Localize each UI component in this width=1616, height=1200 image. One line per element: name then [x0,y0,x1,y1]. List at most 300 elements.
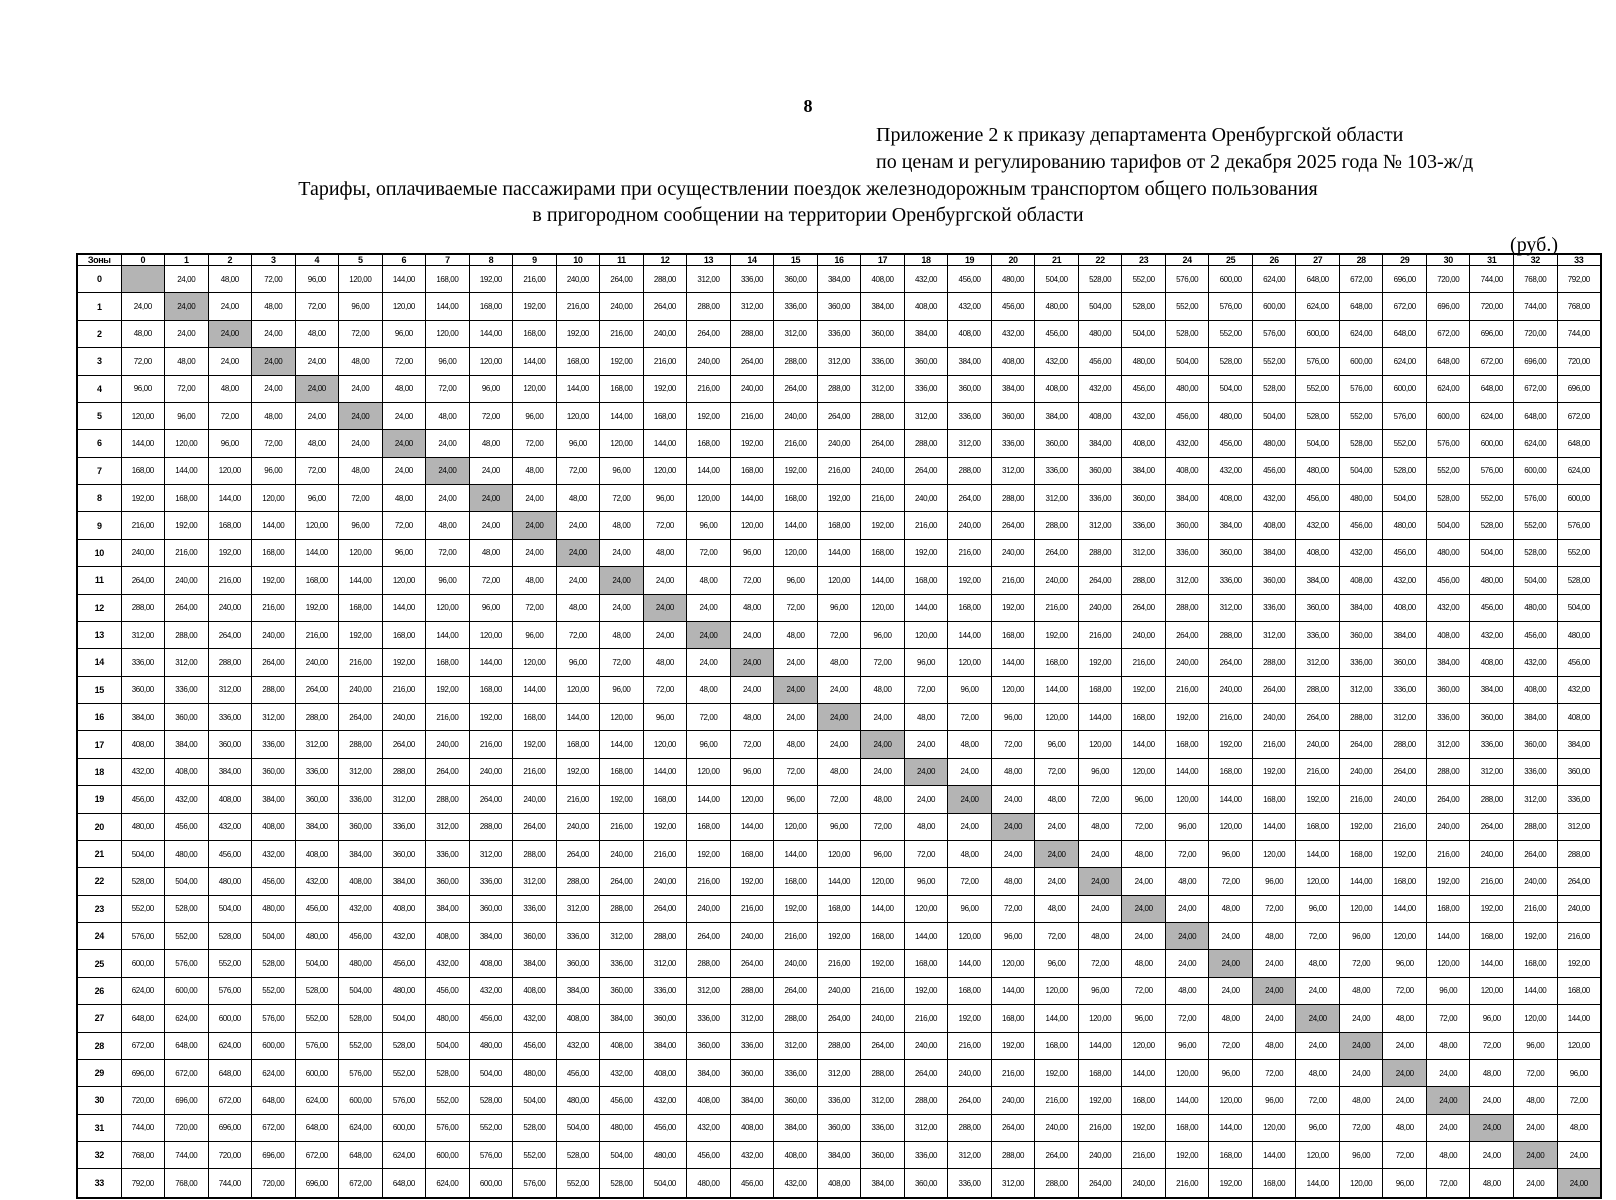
tariff-cell: 24,00 [643,567,687,594]
tariff-cell: 24,00 [469,512,513,539]
tariff-cell: 312,00 [948,1142,992,1169]
tariff-cell: 264,00 [1165,621,1209,648]
tariff-cell: 408,00 [1035,375,1079,402]
tariff-cell: 312,00 [817,1059,861,1086]
tariff-cell: 120,00 [774,539,818,566]
tariff-cell: 240,00 [1209,676,1253,703]
tariff-cell: 456,00 [252,868,296,895]
tariff-cell: 96,00 [1035,950,1079,977]
tariff-cell: 48,00 [948,840,992,867]
tariff-cell: 384,00 [252,786,296,813]
tariff-cell: 72,00 [1383,977,1427,1004]
tariff-cell: 312,00 [1383,704,1427,731]
tariff-cell: 24,00 [904,786,948,813]
tariff-cell: 72,00 [1078,950,1122,977]
tariff-cell: 720,00 [1426,266,1470,293]
tariff-cell: 168,00 [1122,704,1166,731]
tariff-cell: 768,00 [165,1169,209,1198]
tariff-cell: 144,00 [382,266,426,293]
tariff-cell: 288,00 [948,457,992,484]
tariff-cell: 120,00 [426,594,470,621]
tariff-cell: 168,00 [426,266,470,293]
zone-column-header: 0 [121,254,165,266]
tariff-cell: 168,00 [513,320,557,347]
tariff-cell: 240,00 [948,512,992,539]
title-line: Тарифы, оплачиваемые пассажирами при осуществлении поездок железнодорожным транспортом общего пользования [298,178,1318,200]
tariff-cell: 336,00 [295,758,339,785]
tariff-cell: 528,00 [382,1032,426,1059]
tariff-cell: 624,00 [1296,293,1340,320]
tariff-cell: 408,00 [600,1032,644,1059]
tariff-cell: 96,00 [1209,1059,1253,1086]
tariff-cell: 360,00 [1165,512,1209,539]
tariff-cell: 456,00 [730,1169,774,1198]
tariff-cell: 216,00 [948,539,992,566]
tariff-cell: 456,00 [1165,402,1209,429]
tariff-cell: 456,00 [687,1142,731,1169]
zone-row-header: 5 [77,402,121,429]
table-row [77,813,1601,840]
tariff-cell: 504,00 [165,868,209,895]
tariff-cell: 24,00 [687,594,731,621]
tariff-cell: 144,00 [1078,704,1122,731]
tariff-cell: 24,00 [643,621,687,648]
tariff-cell: 288,00 [469,813,513,840]
tariff-cell: 432,00 [600,1059,644,1086]
tariff-cell: 624,00 [121,977,165,1004]
tariff-cell: 192,00 [1426,868,1470,895]
tariff-cell: 384,00 [1035,402,1079,429]
tariff-cell: 120,00 [861,868,905,895]
tariff-cell: 120,00 [295,512,339,539]
table-row [77,320,1601,347]
tariff-cell: 696,00 [1383,266,1427,293]
tariff-cell: 480,00 [600,1114,644,1141]
tariff-cell: 144,00 [469,320,513,347]
tariff-cell: 288,00 [687,293,731,320]
tariff-cell: 120,00 [904,621,948,648]
tariff-cell: 336,00 [600,950,644,977]
tariff-cell: 552,00 [1165,293,1209,320]
tariff-cell: 48,00 [991,758,1035,785]
tariff-cell: 408,00 [861,266,905,293]
tariff-cell: 96,00 [991,704,1035,731]
tariff-cell: 504,00 [1165,348,1209,375]
tariff-cell: 768,00 [1557,293,1601,320]
tariff-cell: 192,00 [469,266,513,293]
tariff-cell: 408,00 [1514,676,1558,703]
zone-row-header: 14 [77,649,121,676]
zone-row-header: 31 [77,1114,121,1141]
tariff-cell: 96,00 [1383,950,1427,977]
diagonal-cell: 24,00 [382,430,426,457]
tariff-cell: 264,00 [687,320,731,347]
tariff-cell: 144,00 [469,649,513,676]
tariff-cell: 360,00 [904,1169,948,1198]
document-title [0,176,1616,228]
tariff-cell: 48,00 [1209,895,1253,922]
tariff-cell: 336,00 [861,348,905,375]
tariff-cell: 432,00 [339,895,383,922]
tariff-cell: 96,00 [687,512,731,539]
tariff-cell: 432,00 [1470,621,1514,648]
tariff-cell: 216,00 [1209,704,1253,731]
diagonal-cell: 24,00 [1383,1059,1427,1086]
tariff-cell: 552,00 [165,923,209,950]
tariff-cell: 168,00 [165,485,209,512]
tariff-cell: 576,00 [1470,457,1514,484]
tariff-cell: 504,00 [252,923,296,950]
tariff-cell: 264,00 [948,1087,992,1114]
tariff-cell: 144,00 [1122,731,1166,758]
tariff-cell: 288,00 [817,1032,861,1059]
zone-column-header: 9 [513,254,557,266]
table-row [77,1087,1601,1114]
tariff-cell: 216,00 [687,375,731,402]
tariff-cell: 168,00 [1165,731,1209,758]
tariff-cell: 96,00 [643,485,687,512]
tariff-cell: 312,00 [991,1169,1035,1198]
tariff-cell: 384,00 [1557,731,1601,758]
tariff-cell: 432,00 [1252,485,1296,512]
tariff-cell: 360,00 [1514,731,1558,758]
tariff-cell: 96,00 [426,567,470,594]
tariff-cell: 120,00 [730,512,774,539]
tariff-cell: 624,00 [1339,320,1383,347]
zone-column-header: 30 [1426,254,1470,266]
table-row [77,567,1601,594]
tariff-cell: 240,00 [556,813,600,840]
tariff-cell: 288,00 [643,923,687,950]
tariff-cell: 168,00 [1252,786,1296,813]
zone-column-header: 7 [426,254,470,266]
tariff-cell: 96,00 [469,375,513,402]
tariff-cell: 264,00 [295,676,339,703]
tariff-cell: 360,00 [1252,567,1296,594]
tariff-cell: 600,00 [208,1005,252,1032]
tariff-cell: 24,00 [513,485,557,512]
tariff-cell: 336,00 [1470,731,1514,758]
tariff-cell: 672,00 [121,1032,165,1059]
tariff-cell: 504,00 [1122,320,1166,347]
tariff-cell: 216,00 [1252,731,1296,758]
table-row [77,840,1601,867]
tariff-cell: 24,00 [1078,895,1122,922]
tariff-cell: 384,00 [643,1032,687,1059]
tariff-cell: 360,00 [339,813,383,840]
tariff-cell: 288,00 [948,1114,992,1141]
tariff-cell: 144,00 [904,923,948,950]
tariff-cell: 480,00 [1165,375,1209,402]
tariff-cell: 24,00 [730,621,774,648]
tariff-cell: 432,00 [121,758,165,785]
tariff-cell: 528,00 [252,950,296,977]
table-row [77,868,1601,895]
tariff-cell: 120,00 [1426,950,1470,977]
tariff-cell: 432,00 [1296,512,1340,539]
tariff-cell: 312,00 [556,895,600,922]
tariff-cell: 432,00 [469,977,513,1004]
tariff-cell: 264,00 [1078,567,1122,594]
tariff-cell: 24,00 [121,293,165,320]
tariff-cell: 72,00 [991,895,1035,922]
tariff-cell: 72,00 [208,402,252,429]
zone-row-header: 6 [77,430,121,457]
tariff-cell: 720,00 [1470,293,1514,320]
tariff-cell: 312,00 [774,320,818,347]
tariff-cell: 480,00 [1470,567,1514,594]
tariff-cell: 48,00 [1122,840,1166,867]
tariff-cell: 48,00 [556,594,600,621]
tariff-cell: 48,00 [817,649,861,676]
tariff-cell: 240,00 [991,539,1035,566]
tariff-cell: 96,00 [382,539,426,566]
zone-row-header: 9 [77,512,121,539]
tariff-cell: 408,00 [556,1005,600,1032]
tariff-cell: 240,00 [817,977,861,1004]
tariff-cell: 312,00 [469,840,513,867]
tariff-cell: 48,00 [1296,950,1340,977]
tariff-cell: 240,00 [687,348,731,375]
tariff-cell: 456,00 [1209,430,1253,457]
tariff-cell: 48,00 [1252,1032,1296,1059]
zone-column-header: 20 [991,254,1035,266]
tariff-cell: 504,00 [1470,539,1514,566]
tariff-cell: 120,00 [904,895,948,922]
tariff-cell: 72,00 [730,567,774,594]
tariff-cell: 528,00 [339,1005,383,1032]
tariff-cell: 384,00 [382,868,426,895]
tariff-cell: 384,00 [687,1059,731,1086]
tariff-cell: 120,00 [1339,1169,1383,1198]
tariff-cell: 144,00 [1209,786,1253,813]
zone-column-header: 26 [1252,254,1296,266]
tariff-cell: 384,00 [861,293,905,320]
tariff-cell: 240,00 [1122,621,1166,648]
tariff-cell: 96,00 [1078,977,1122,1004]
tariff-cell: 336,00 [165,676,209,703]
tariff-cell: 96,00 [1339,923,1383,950]
tariff-cell: 600,00 [1296,320,1340,347]
tariff-cell: 72,00 [991,731,1035,758]
tariff-cell: 264,00 [1339,731,1383,758]
tariff-cell: 48,00 [513,457,557,484]
tariff-cell: 168,00 [904,950,948,977]
tariff-cell: 144,00 [948,621,992,648]
tariff-cell: 336,00 [991,430,1035,457]
table-row [77,293,1601,320]
tariff-cell: 384,00 [991,375,1035,402]
tariff-cell: 144,00 [643,758,687,785]
tariff-cell: 384,00 [1122,457,1166,484]
tariff-cell: 24,00 [208,348,252,375]
tariff-cell: 48,00 [817,758,861,785]
tariff-cell: 240,00 [687,895,731,922]
tariff-cell: 576,00 [469,1142,513,1169]
tariff-cell: 48,00 [1296,1059,1340,1086]
tariff-cell: 144,00 [730,485,774,512]
table-header-row [77,254,1601,266]
tariff-cell: 72,00 [426,539,470,566]
tariff-cell: 336,00 [643,977,687,1004]
tariff-cell: 240,00 [774,402,818,429]
tariff-cell: 456,00 [382,950,426,977]
tariff-cell: 528,00 [1514,539,1558,566]
table-row [77,1114,1601,1141]
tariff-cell: 216,00 [774,430,818,457]
tariff-cell: 120,00 [1252,1114,1296,1141]
tariff-cell: 288,00 [730,320,774,347]
tariff-cell: 24,00 [1078,840,1122,867]
unit-label: (руб.) [1510,234,1558,256]
tariff-cell: 48,00 [1557,1114,1601,1141]
zone-row-header: 2 [77,320,121,347]
tariff-cell: 96,00 [208,430,252,457]
tariff-cell: 456,00 [1514,621,1558,648]
zone-column-header: 27 [1296,254,1340,266]
zone-row-header: 8 [77,485,121,512]
tariff-cell: 72,00 [1426,1169,1470,1198]
tariff-cell: 264,00 [991,1114,1035,1141]
tariff-cell: 288,00 [1514,813,1558,840]
tariff-cell: 72,00 [1035,923,1079,950]
tariff-cell: 48,00 [513,567,557,594]
tariff-cell: 48,00 [339,457,383,484]
tariff-cell: 72,00 [1339,950,1383,977]
tariff-cell: 48,00 [1470,1169,1514,1198]
diagonal-cell: 24,00 [513,512,557,539]
tariff-cell: 144,00 [1209,1114,1253,1141]
tariff-cell: 744,00 [121,1114,165,1141]
tariff-cell: 168,00 [469,293,513,320]
tariff-cell: 312,00 [1514,786,1558,813]
diagonal-cell: 24,00 [643,594,687,621]
tariff-cell: 384,00 [904,320,948,347]
tariff-cell: 216,00 [730,402,774,429]
tariff-cell: 600,00 [426,1142,470,1169]
tariff-cell: 24,00 [165,320,209,347]
diagonal-cell: 24,00 [1426,1087,1470,1114]
tariff-cell: 288,00 [600,895,644,922]
tariff-cell: 600,00 [165,977,209,1004]
tariff-cell: 168,00 [904,567,948,594]
tariff-cell: 24,00 [339,375,383,402]
tariff-cell: 360,00 [1078,457,1122,484]
tariff-cell: 168,00 [948,594,992,621]
diagonal-cell: 24,00 [1339,1032,1383,1059]
tariff-cell: 336,00 [1209,567,1253,594]
tariff-cell: 552,00 [382,1059,426,1086]
corner-header: Зоны [77,254,121,266]
tariff-cell: 480,00 [1078,320,1122,347]
tariff-cell: 624,00 [295,1087,339,1114]
tariff-cell: 600,00 [295,1059,339,1086]
tariff-cell: 624,00 [165,1005,209,1032]
tariff-cell: 48,00 [1426,1032,1470,1059]
table-row [77,485,1601,512]
tariff-cell: 96,00 [1035,731,1079,758]
tariff-cell: 72,00 [1557,1087,1601,1114]
tariff-cell: 96,00 [252,457,296,484]
tariff-cell: 408,00 [687,1087,731,1114]
tariff-cell: 120,00 [1209,813,1253,840]
tariff-cell: 144,00 [1252,1142,1296,1169]
tariff-cell: 24,00 [1296,1032,1340,1059]
table-row [77,375,1601,402]
tariff-cell: 72,00 [904,676,948,703]
tariff-cell: 96,00 [121,375,165,402]
tariff-cell: 72,00 [165,375,209,402]
tariff-cell: 624,00 [1252,266,1296,293]
tariff-cell: 240,00 [121,539,165,566]
zone-column-header: 1 [165,254,209,266]
tariff-cell: 336,00 [469,868,513,895]
tariff-cell: 480,00 [1122,348,1166,375]
tariff-cell: 288,00 [1252,649,1296,676]
tariff-cell: 552,00 [1252,348,1296,375]
tariff-cell: 312,00 [1209,594,1253,621]
tariff-cell: 48,00 [904,704,948,731]
tariff-cell: 168,00 [1470,923,1514,950]
tariff-cell: 432,00 [991,320,1035,347]
tariff-cell: 240,00 [861,1005,905,1032]
tariff-cell: 288,00 [513,840,557,867]
tariff-cell: 312,00 [991,457,1035,484]
tariff-cell: 24,00 [1514,1169,1558,1198]
tariff-cell: 192,00 [643,813,687,840]
tariff-cell: 408,00 [1209,485,1253,512]
zone-row-header: 20 [77,813,121,840]
tariff-cell: 408,00 [948,320,992,347]
tariff-cell: 408,00 [774,1142,818,1169]
tariff-cell: 24,00 [817,676,861,703]
tariff-cell: 120,00 [1470,977,1514,1004]
tariff-cell: 96,00 [1209,840,1253,867]
tariff-cell: 96,00 [295,485,339,512]
tariff-cell: 504,00 [556,1114,600,1141]
tariff-cell: 216,00 [382,676,426,703]
tariff-cell: 24,00 [1383,1032,1427,1059]
tariff-cell: 192,00 [252,567,296,594]
tariff-cell: 48,00 [1426,1142,1470,1169]
tariff-cell: 120,00 [687,758,731,785]
tariff-cell: 504,00 [513,1087,557,1114]
tariff-cell: 504,00 [1078,293,1122,320]
zone-column-header: 4 [295,254,339,266]
tariff-cell: 216,00 [904,1005,948,1032]
zone-column-header: 18 [904,254,948,266]
tariff-cell: 480,00 [1426,539,1470,566]
tariff-cell: 120,00 [1296,1142,1340,1169]
tariff-cell: 648,00 [1383,320,1427,347]
tariff-cell: 360,00 [556,950,600,977]
tariff-cell: 336,00 [948,402,992,429]
tariff-cell: 408,00 [1165,457,1209,484]
zone-row-header: 25 [77,950,121,977]
tariff-cell: 72,00 [1209,1032,1253,1059]
tariff-cell: 72,00 [687,539,731,566]
tariff-cell: 648,00 [208,1059,252,1086]
tariff-cell: 384,00 [600,1005,644,1032]
tariff-cell: 120,00 [687,485,731,512]
tariff-cell: 696,00 [295,1169,339,1198]
tariff-cell: 360,00 [1470,704,1514,731]
tariff-cell: 48,00 [556,485,600,512]
tariff-cell: 672,00 [1557,402,1601,429]
tariff-cell: 696,00 [1426,293,1470,320]
tariff-cell: 168,00 [817,512,861,539]
tariff-cell: 72,00 [774,594,818,621]
